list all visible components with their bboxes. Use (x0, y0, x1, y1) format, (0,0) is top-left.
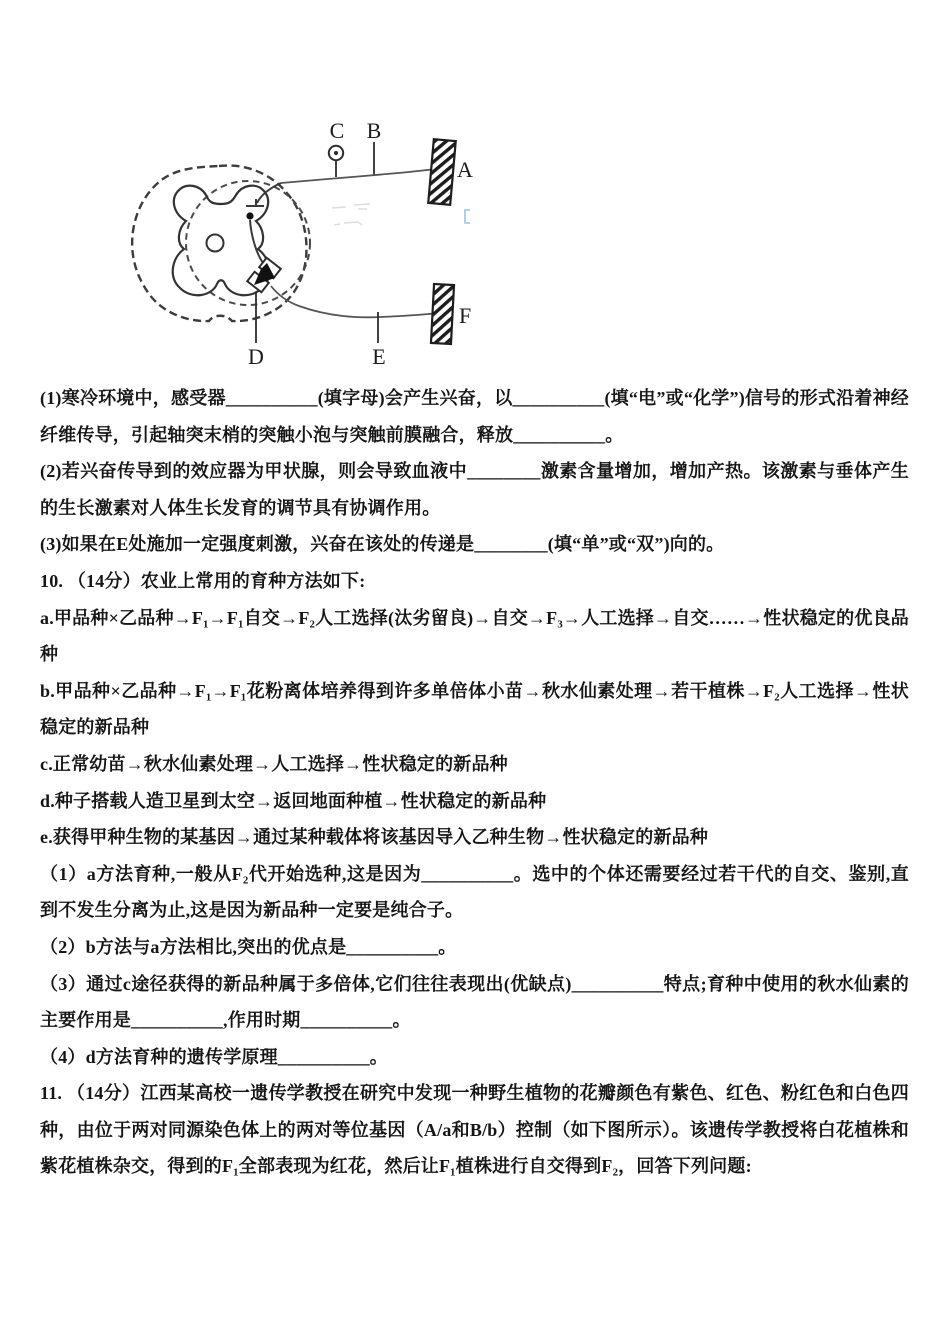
question-text-block (40, 380, 909, 1185)
q10-part2: （2）b方法与a方法相比,突出的优点是__________。 (40, 936, 457, 957)
neuron-cell-body-dot (246, 212, 253, 219)
q9-part1: (1)寒冷环境中，感受器__________(填字母)会产生兴奋，以__________(填“电”或“化学”)信号的形式沿着神经纤维传导，引起轴突末梢的突触小泡与突触前膜融合，释放__________。 (40, 388, 909, 445)
scan-artifact-blue (465, 210, 470, 223)
q10-part4: （4）d方法育种的遗传学原理__________。 (40, 1046, 389, 1067)
afferent-nerve-fiber (281, 170, 432, 184)
fiber-t-junction (246, 199, 264, 206)
q9-part3: (3)如果在E处施加一定强度刺激，兴奋在该处的传递是________(填“单”或“双”)向的。 (40, 534, 725, 555)
q10-part3: （3）通过c途径获得的新品种属于多倍体,它们往往表现出(优缺点)__________特点;育种中使用的秋水仙素的主要作用是__________,作用时期__________。 (40, 973, 909, 1031)
receptor-block-a (428, 139, 455, 205)
q10-method-b: b.甲品种×乙品种→F₁→F₁花粉离体培养得到许多单倍体小苗→秋水仙素处理→若干植株→F₂人工选择→性状稳定的新品种 (40, 680, 909, 738)
q9-part2: (2)若兴奋传导到的效应器为甲状腺，则会导致血液中________激素含量增加，增加产热。该激素与垂体产生的生长激素对人体生长发育的调节具有协调作用。 (40, 461, 909, 518)
q10-part1: （1）a方法育种,一般从F₂代开始选种,这是因为__________。选中的个体还需要经过若干代的自交、鉴别,直到不发生分离为止,这是因为新品种一定要是纯合子。 (40, 863, 909, 921)
reflex-arc-figure (118, 96, 480, 380)
q10-method-a: a.甲品种×乙品种→F₁→F₁自交→F₂人工选择(汰劣留良)→自交→F₃→人工选择→自交……→性状稳定的优良品种 (40, 607, 909, 665)
magnifier-circle (186, 181, 310, 305)
figure-label-b: B (366, 118, 382, 143)
q10-header: 10. （14分）农业上常用的育种方法如下: (40, 570, 366, 591)
figure-label-c: C (329, 118, 345, 143)
stimulus-electrode (329, 146, 343, 177)
central-canal (207, 235, 224, 252)
figure-label-a: A (457, 157, 473, 182)
figure-label-f: F (459, 303, 472, 328)
figure-label-e: E (372, 344, 386, 369)
scan-artifact (332, 204, 370, 225)
q10-method-d: d.种子搭载人造卫星到太空→返回地面种植→性状稳定的新品种 (40, 790, 547, 811)
q10-method-c: c.正常幼苗→秋水仙素处理→人工选择→性状稳定的新品种 (40, 753, 508, 774)
q11-header: 11. （14分）江西某高校一遗传学教授在研究中发现一种野生植物的花瓣颜色有紫色、红色、粉红色和白色四种，由位于两对同源染色体上的两对等位基因（A/a和B/b）控制（如下图所示）。该遗传学教授将白花植株和紫花植株杂交，得到的F₁全部表现为红花，然后让F₁植株进行自交得到F₂，回答下列问题: (40, 1083, 909, 1177)
effector-block-f (431, 284, 454, 344)
synapse (247, 258, 281, 293)
figure-label-d: D (248, 344, 264, 369)
q10-method-e: e.获得甲种生物的某基因→通过某种载体将该基因导入乙种生物→性状稳定的新品种 (40, 827, 709, 848)
